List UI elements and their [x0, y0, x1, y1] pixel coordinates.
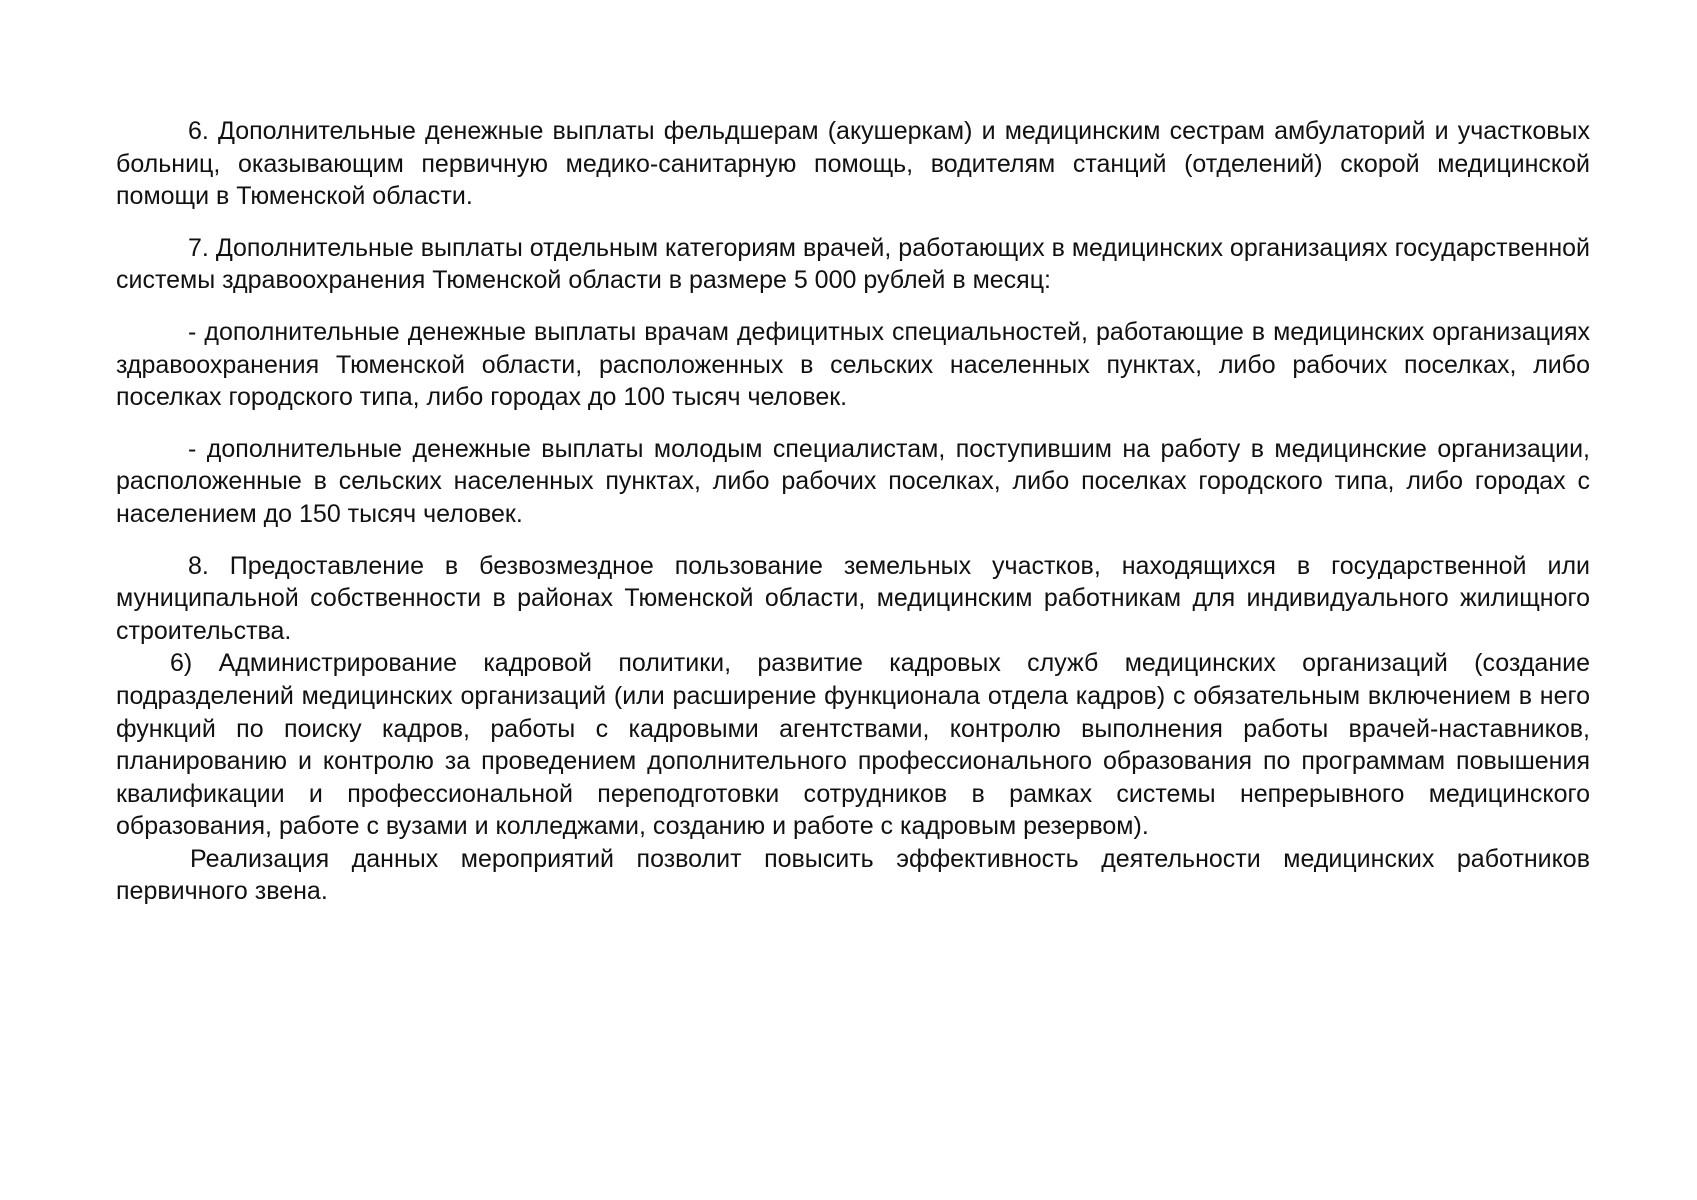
paragraph-item-6b: 6) Администрирование кадровой политики, развитие кадровых служб медицинских организаций (создание подразделений медицинских организаций (или расширение функционала отдела кадров) с обязательным включением в него функций по поиску кадров, работы с кадровыми агентствами, контролю выполнения работы врачей-наставников, планированию и контролю за проведением дополнительного профессионального образования по программам повышения квалификации и профессиональной переподготовки сотрудников в рамках системы непрерывного медицинского образования, работе с вузами и колледжами, созданию и работе с кадровым резервом). [116, 649, 1590, 841]
paragraph-item-8: 8. Предоставление в безвозмездное пользование земельных участков, находящихся в государственной или муниципальной собственности в районах Тюменской области, медицинским работникам для индивидуального жилищного строительства. [116, 551, 1590, 645]
paragraph-item-7-sub-2: - дополнительные денежные выплаты молодым специалистам, поступившим на работу в медицинские организации, расположенные в сельских населенных пунктах, либо рабочих поселках, либо поселках городского типа, либо городах с населением до 150 тысяч человек. [116, 434, 1590, 528]
paragraph-conclusion: Реализация данных мероприятий позволит повысить эффективность деятельности медицинских работников первичного звена. [116, 844, 1590, 906]
paragraph-item-7-sub-1: - дополнительные денежные выплаты врачам дефицитных специальностей, работающие в медицинских организациях здравоохранения Тюменской области, расположенных в сельских населенных пунктах, либо рабочих поселках, либо поселках городского типа, либо городах до 100 тысяч человек. [116, 317, 1590, 412]
document-body [116, 115, 1590, 908]
paragraph-item-7: 7. Дополнительные выплаты отдельным категориям врачей, работающих в медицинских организациях государственной системы здравоохранения Тюменской области в размере 5 000 рублей в месяц: [116, 233, 1590, 295]
paragraph-item-6: 6. Дополнительные денежные выплаты фельдшерам (акушеркам) и медицинским сестрам амбулаторий и участковых больниц, оказывающим первичную медико-санитарную помощь, водителям станций (отделений) скорой медицинской помощи в Тюменской области. [116, 117, 1590, 211]
